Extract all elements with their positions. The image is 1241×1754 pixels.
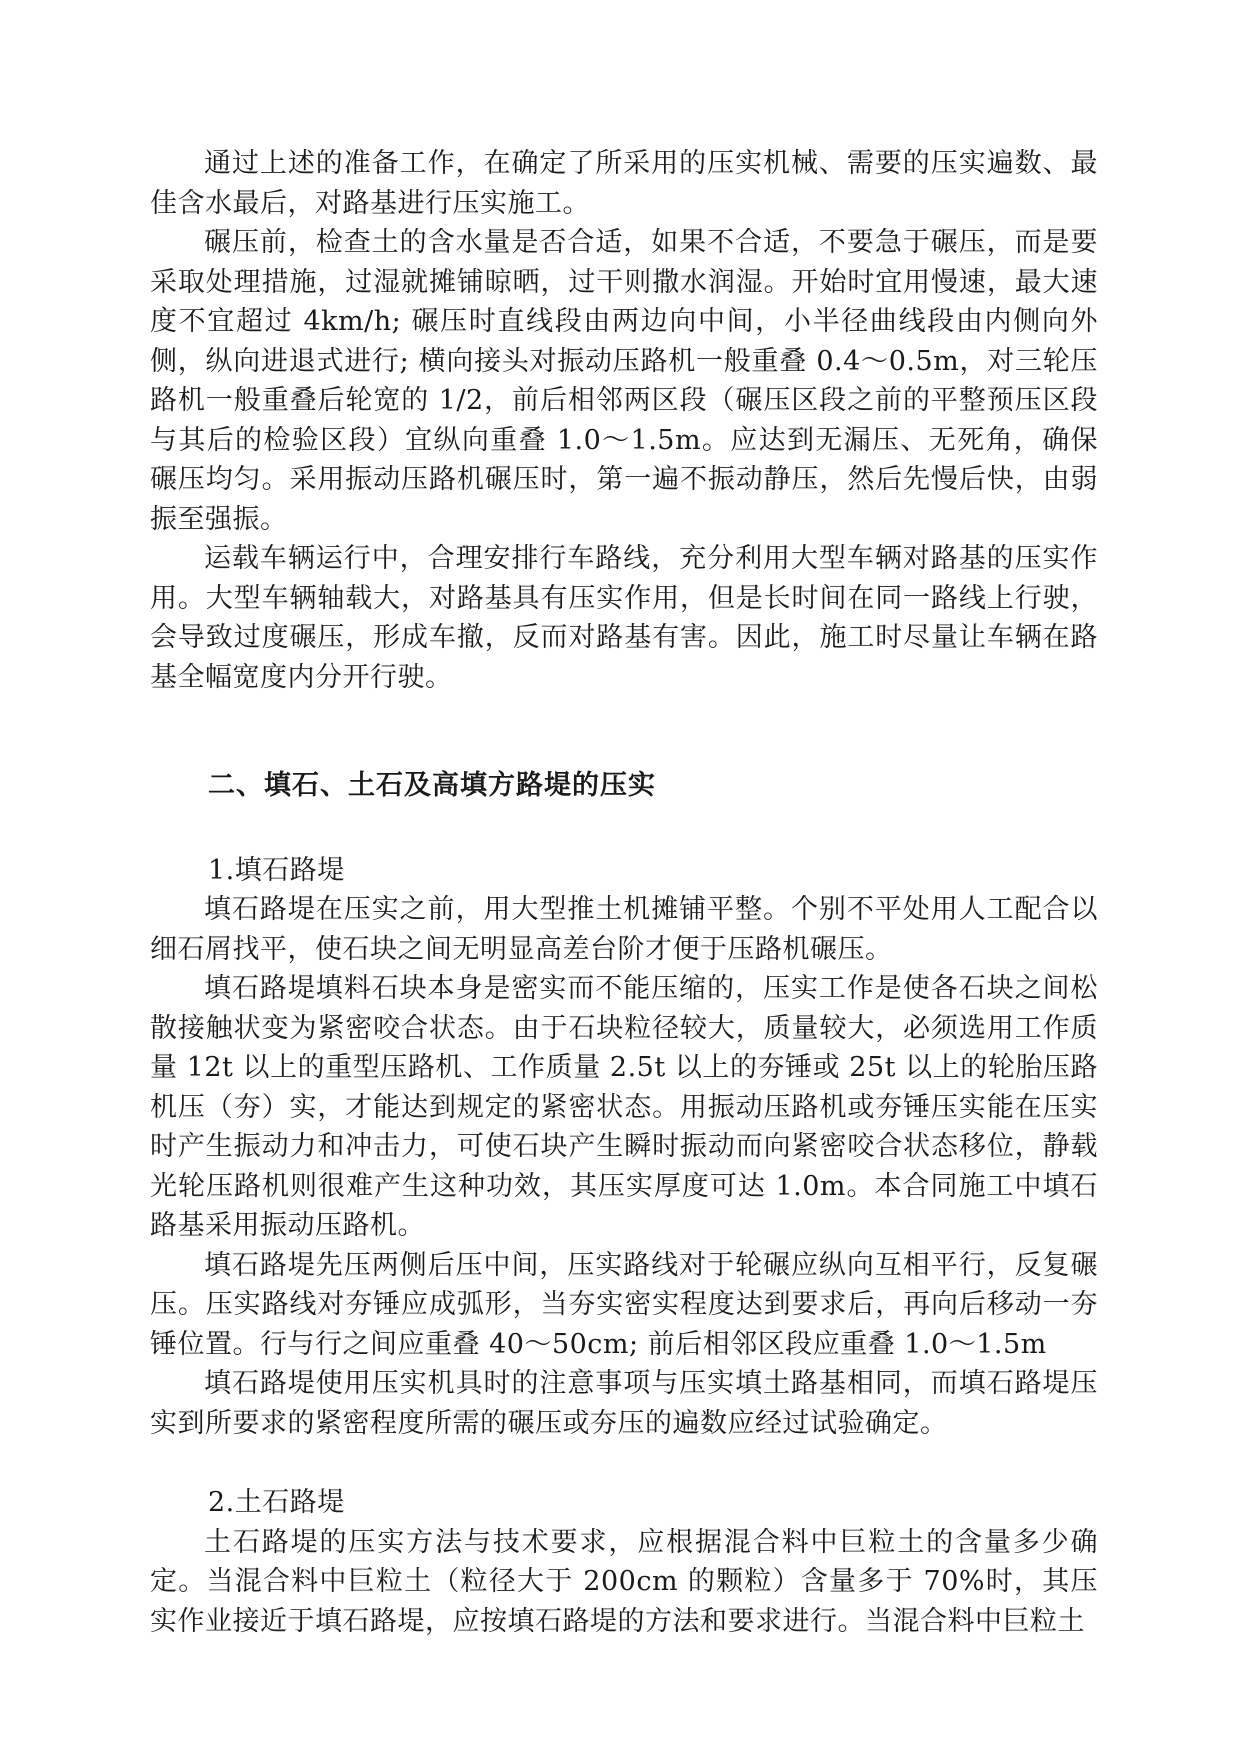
paragraph-preparation: 通过上述的准备工作，在确定了所采用的压实机械、需要的压实遍数、最佳含水最后，对路基进行压实施工。 (150, 148, 1098, 219)
paragraph-earth-rock-method: 土石路堤的压实方法与技术要求，应根据混合料中巨粒土的含量多少确定。当混合料中巨粒土（粒径大于 200cm 的颗粒）含量多于 70%时，其压实作业接近于填石路堤，应按填石路堤的方法和要求进行。当混合料中巨粒土 (150, 1526, 1098, 1637)
section-gap (150, 1443, 1098, 1483)
paragraph-rockfill-leveling: 填石路堤在压实之前，用大型推土机摊铺平整。个别不平处用人工配合以细石屑找平，使石块之间无明显高差台阶才便于压路机碾压。 (150, 894, 1098, 965)
subheading-earth-rock: 2.土石路堤 (208, 1487, 345, 1518)
document-body (150, 144, 1098, 1641)
paragraph-rockfill-sequence: 填石路堤先压两侧后压中间，压实路线对于轮碾应纵向互相平行，反复碾压。压实路线对夯锤应成弧形，当夯实密实程度达到要求后，再向后移动一夯锤位置。行与行之间应重叠 40～50cm; 前后相邻区段应重叠 1.0～1.5m (150, 1249, 1098, 1360)
paragraph-rockfill-notes: 填石路堤使用压实机具时的注意事项与压实填土路基相同，而填石路堤压实到所要求的紧密程度所需的碾压或夯压的遍数应经过试验确定。 (150, 1368, 1098, 1439)
paragraph-vehicle-traffic: 运载车辆运行中，合理安排行车路线，充分利用大型车辆对路基的压实作用。大型车辆轴载大，对路基具有压实作用，但是长时间在同一路线上行驶，会导致过度碾压，形成车撤，反而对路基有害。因此，施工时尽量让车辆在路基全幅宽度内分开行驶。 (150, 543, 1098, 693)
paragraph-rolling-before: 碾压前，检查土的含水量是否合适，如果不合适，不要急于碾压，而是要采取处理措施，过湿就摊铺晾晒，过干则撒水润湿。开始时宜用慢速，最大速度不宜超过 4km/h; 碾压时直线段由两边向中间，小半径曲线段由内侧向外侧，纵向进退式进行; 横向接头对振动压路机一般重叠 0.4～0.5m，对三轮压路机一般重叠后轮宽的 1/2，前后相邻两区段（碾压区段之前的平整预压区段与其后的检验区段）宜纵向重叠 1.0～1.5m。应达到无漏压、无死角，确保碾压均匀。采用振动压路机碾压时，第一遍不振动静压，然后先慢后快，由弱振至强振。 (150, 227, 1098, 535)
paragraph-rockfill-compaction: 填石路堤填料石块本身是密实而不能压缩的，压实工作是使各石块之间松散接触状变为紧密咬合状态。由于石块粒径较大，质量较大，必须选用工作质量 12t 以上的重型压路机、工作质量 2.5t 以上的夯锤或 25t 以上的轮胎压路机压（夯）实，才能达到规定的紧密状态。用振动压路机或夯锤压实能在压实时产生振动力和冲击力，可使石块产生瞬时振动而向紧密咬合状态移位，静载光轮压路机则很难产生这种功效，其压实厚度可达 1.0m。本合同施工中填石路基采用振动压路机。 (150, 973, 1098, 1241)
section-heading: 二、填石、土石及高填方路堤的压实 (208, 770, 656, 801)
subheading-rockfill: 1.填石路堤 (208, 854, 345, 886)
